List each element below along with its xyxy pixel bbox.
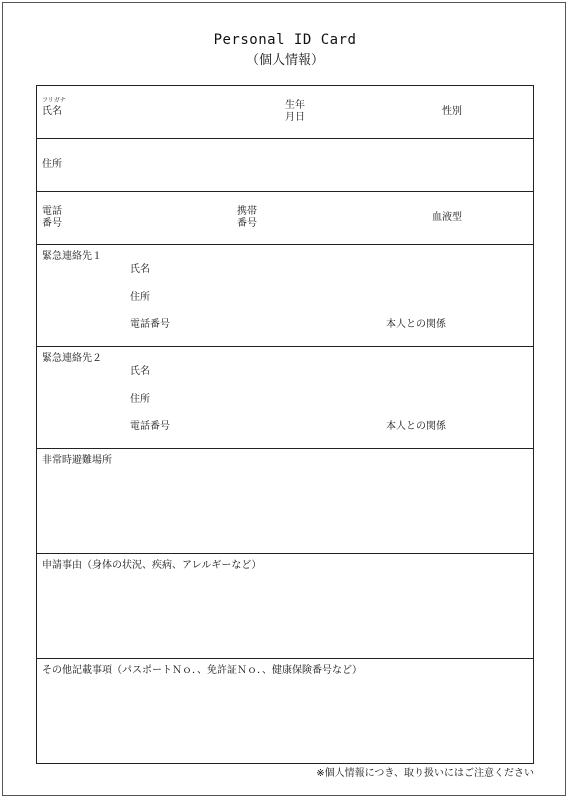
- card-subtitle: （個人情報）: [245, 53, 324, 68]
- phone-label-line2: 番号: [42, 218, 62, 229]
- card-title: Personal ID Card: [213, 32, 357, 48]
- mobile-label-line2: 番号: [237, 218, 257, 229]
- birth-label-line2: 月日: [285, 112, 305, 123]
- emergency-1-phone-label: 電話番号: [130, 319, 170, 330]
- furigana-label: フリガナ: [42, 97, 66, 104]
- application-reason-section: [37, 554, 533, 659]
- id-form: [36, 85, 534, 764]
- application-reason-label: 申請事由（身体の状況、疾病、アレルギーなど）: [42, 560, 262, 571]
- privacy-note: ※個人情報につき、取り扱いにはご注意ください: [316, 768, 534, 779]
- emergency-1-name-label: 氏名: [130, 264, 150, 275]
- phone-label-line1: 電話: [42, 206, 62, 217]
- birth-label-line1: 生年: [285, 100, 305, 111]
- gender-label: 性別: [442, 106, 462, 117]
- phone-row: [37, 192, 533, 245]
- emergency-2-name-label: 氏名: [130, 366, 150, 377]
- name-label: 氏名: [42, 106, 62, 117]
- evacuation-section: [37, 449, 533, 554]
- emergency-2-address-label: 住所: [130, 394, 150, 405]
- evacuation-label: 非常時避難場所: [42, 455, 112, 466]
- other-notes-section: [37, 659, 533, 763]
- emergency-1-address-label: 住所: [130, 292, 150, 303]
- emergency-2-relation-label: 本人との関係: [386, 421, 446, 432]
- emergency-1-relation-label: 本人との関係: [386, 319, 446, 330]
- emergency-2-phone-label: 電話番号: [130, 421, 170, 432]
- address-row: [37, 139, 533, 192]
- other-notes-label: その他記載事項（パスポートＮｏ．、免許証Ｎｏ．、健康保険番号など）: [42, 665, 362, 676]
- mobile-label-line1: 携帯: [237, 206, 257, 217]
- emergency-contact-1-heading: 緊急連絡先１: [42, 251, 102, 262]
- emergency-contact-2-section: [37, 347, 533, 449]
- name-row: [37, 86, 533, 139]
- emergency-contact-2-heading: 緊急連絡先２: [42, 353, 102, 364]
- emergency-contact-1-section: [37, 245, 533, 347]
- address-label: 住所: [42, 159, 62, 170]
- blood-type-label: 血液型: [432, 212, 462, 223]
